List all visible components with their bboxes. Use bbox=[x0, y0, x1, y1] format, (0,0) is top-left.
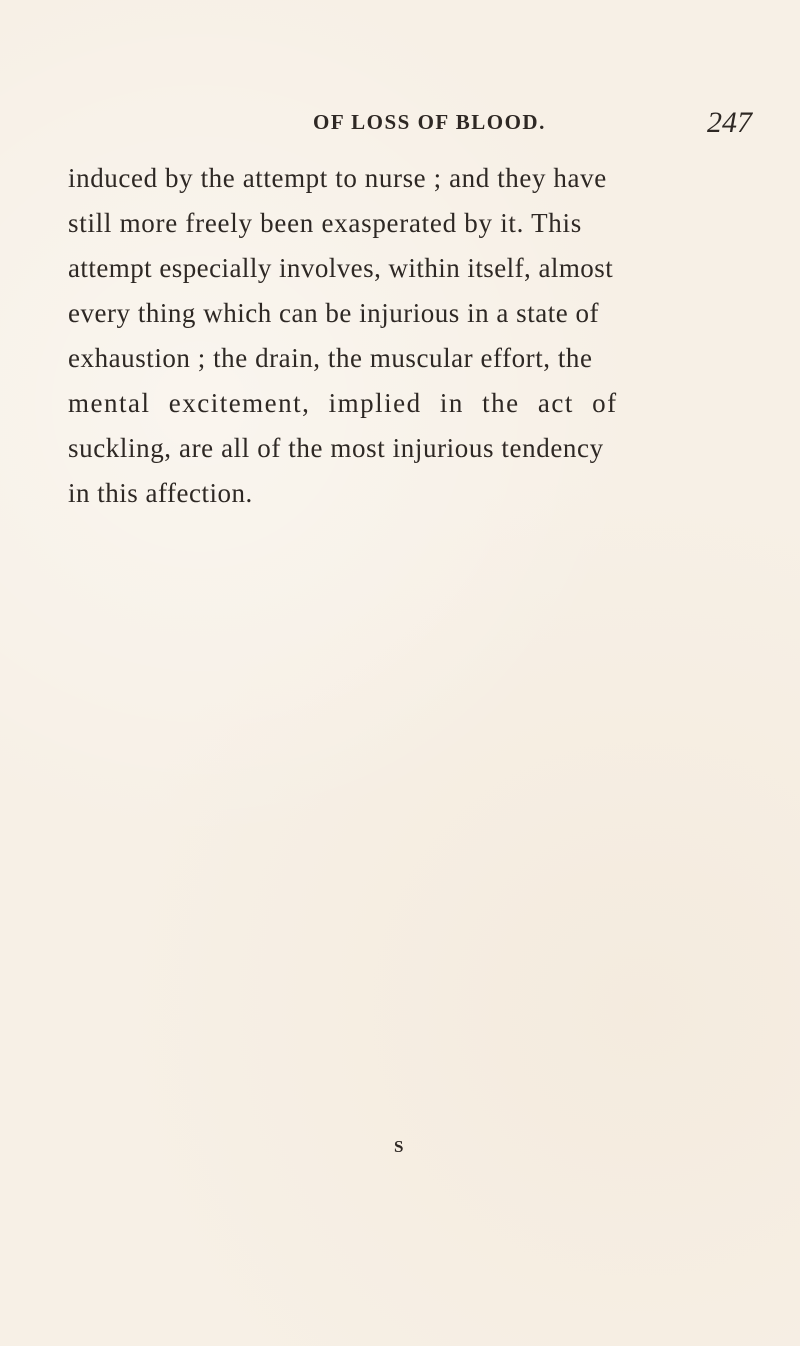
text-line: still more freely been exasperated by it. This bbox=[68, 208, 582, 238]
text-line: suckling, are all of the most injurious tendency bbox=[68, 433, 604, 463]
running-title: OF LOSS OF BLOOD. bbox=[313, 110, 546, 134]
page-number: 247 bbox=[707, 106, 752, 139]
text-line: exhaustion ; the drain, the muscular effort, the bbox=[68, 343, 593, 373]
running-head bbox=[0, 108, 800, 142]
text-line: in this affection. bbox=[68, 478, 253, 508]
text-line: attempt especially involves, within itself, almost bbox=[68, 253, 614, 283]
text-line: induced by the attempt to nurse ; and they have bbox=[68, 163, 607, 193]
body-text bbox=[68, 156, 668, 516]
signature-mark: S bbox=[394, 1137, 404, 1156]
text-line: every thing which can be injurious in a state of bbox=[68, 298, 600, 328]
text-line: mental excitement, implied in the act of bbox=[68, 388, 618, 418]
